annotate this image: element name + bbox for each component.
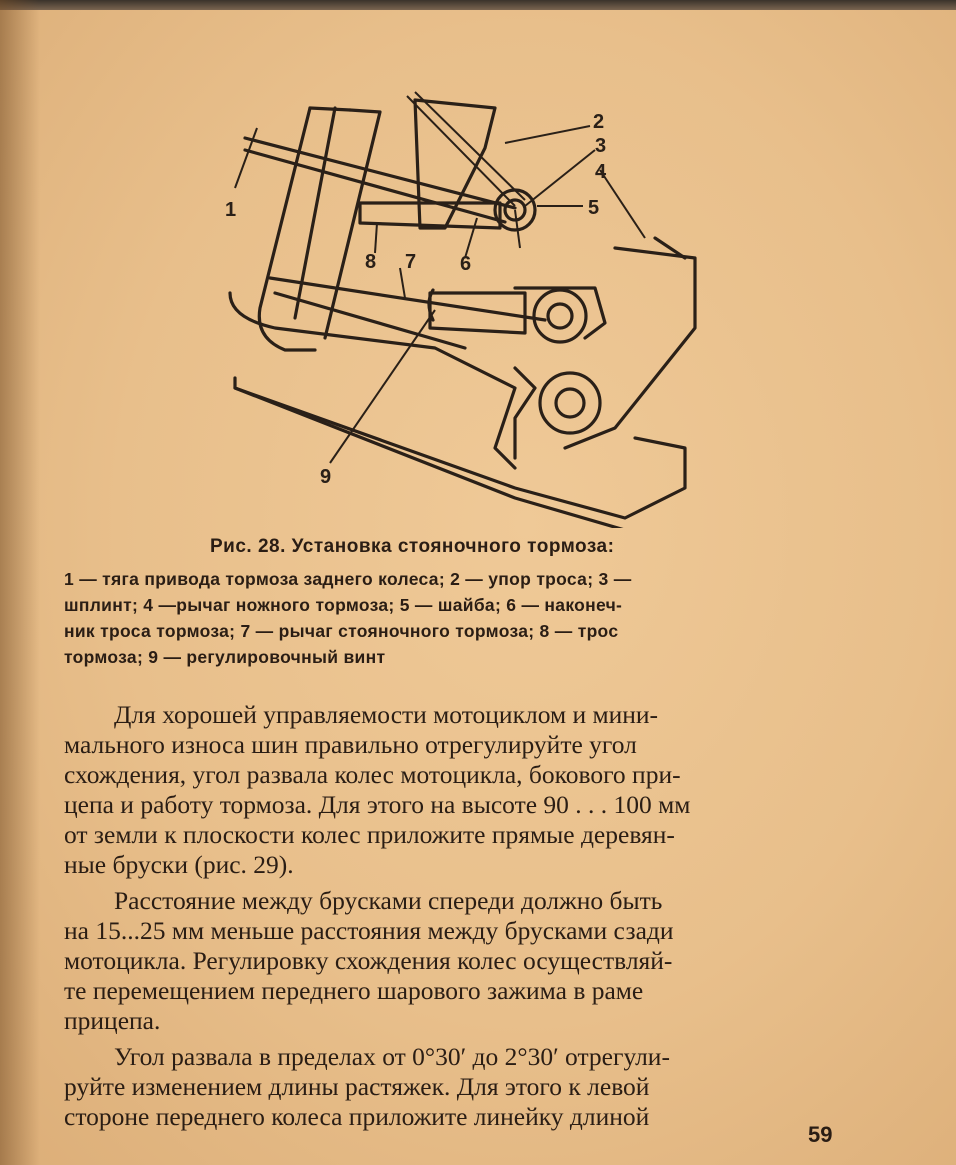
body-line: от земли к плоскости колес приложите прямые деревян- [64, 820, 675, 849]
body-text [64, 700, 874, 1132]
figure-caption-title: Рис. 28. Установка стояночного тормоза: [210, 536, 615, 557]
body-line: схождения, угол развала колес мотоцикла, бокового при- [64, 760, 681, 789]
callout-6: 6 [460, 253, 472, 275]
body-line: цепа и работу тормоза. Для этого на высоте 90 . . . 100 мм [64, 790, 691, 819]
page-top-edge [0, 0, 956, 10]
body-line: Расстояние между брусками спереди должно быть [114, 886, 663, 915]
callout-5: 5 [588, 197, 600, 219]
callout-7: 7 [405, 251, 417, 273]
callout-1: 1 [225, 199, 237, 221]
legend-line: 1 — тяга привода тормоза заднего колеса; 2 — упор троса; 3 — [64, 569, 632, 589]
callout-9: 9 [320, 466, 332, 488]
body-line: прицепа. [64, 1006, 161, 1035]
legend-line: тормоза; 9 — регулировочный винт [64, 647, 386, 667]
page-number: 59 [808, 1122, 833, 1147]
callout-4: 4 [595, 161, 607, 183]
legend-line: шплинт; 4 —рычаг ножного тормоза; 5 — шайба; 6 — наконеч- [64, 595, 623, 615]
body-line: руйте изменением длины растяжек. Для этого к левой [64, 1072, 650, 1101]
body-line: Для хорошей управляемости мотоциклом и мини- [114, 700, 659, 729]
callout-3: 3 [595, 135, 607, 157]
binding-shadow [0, 0, 40, 1165]
figure-legend [64, 566, 864, 670]
body-line: те перемещением переднего шарового зажима в раме [64, 976, 644, 1005]
callout-2: 2 [593, 111, 605, 133]
body-line: мального износа шин правильно отрегулируйте угол [64, 730, 637, 759]
body-line: мотоцикла. Регулировку схождения колес осуществляй- [64, 946, 673, 975]
body-line: стороне переднего колеса приложите линейку длиной [64, 1102, 650, 1131]
body-line: Угол развала в пределах от 0°30′ до 2°30′ отрегули- [114, 1042, 670, 1071]
body-line: на 15...25 мм меньше расстояния между брусками сзади [64, 916, 674, 945]
body-line: ные бруски (рис. 29). [64, 850, 294, 879]
parking-brake-diagram [215, 88, 715, 528]
callout-8: 8 [365, 251, 377, 273]
legend-line: ник троса тормоза; 7 — рычаг стояночного тормоза; 8 — трос [64, 621, 619, 641]
